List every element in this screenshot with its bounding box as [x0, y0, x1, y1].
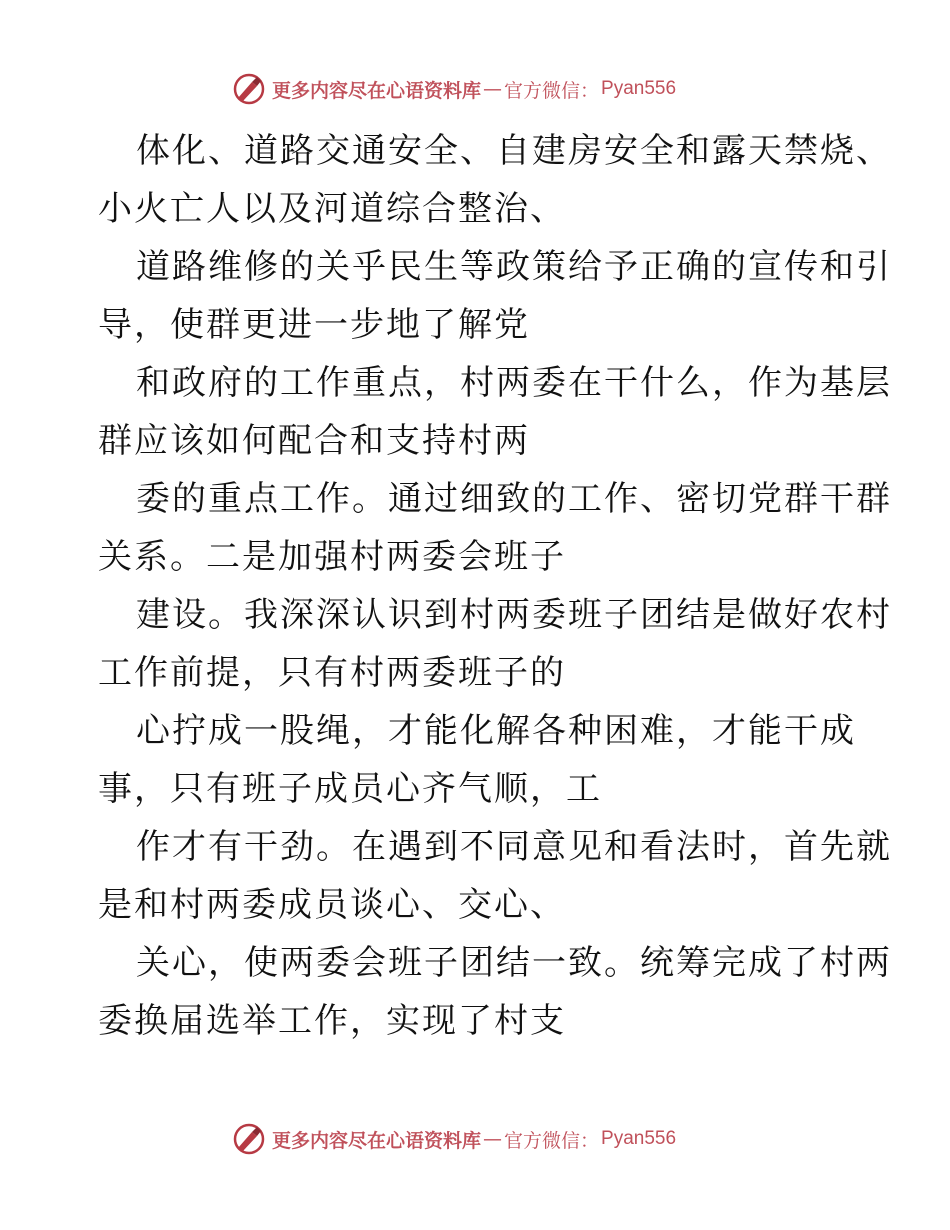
footer-site-text: 更多内容尽在心语资料库: [272, 1129, 482, 1152]
footer-wechat-label: 官方微信：: [504, 1129, 600, 1152]
header-banner: [232, 72, 676, 106]
body-line: 委换届选举工作，实现了村支: [98, 1001, 566, 1041]
body-line: 委的重点工作。通过细致的工作、密切党群干群: [136, 479, 892, 519]
header-dash: —: [483, 78, 503, 100]
pen-logo-icon: [232, 72, 266, 106]
document-body: [98, 122, 892, 1050]
body-line: 工作前提，只有村两委班子的: [98, 653, 566, 693]
header-wechat-id: Pyan556: [601, 78, 677, 99]
body-line: 事，只有班子成员心齐气顺，工: [98, 769, 602, 809]
body-line: 关系。二是加强村两委会班子: [98, 537, 566, 577]
header-site-text: 更多内容尽在心语资料库: [272, 79, 482, 102]
body-line: 关心，使两委会班子团结一致。统筹完成了村两: [136, 943, 892, 983]
body-line: 体化、道路交通安全、自建房安全和露天禁烧、: [136, 131, 892, 171]
footer-banner: [232, 1122, 676, 1156]
header-wechat-label: 官方微信：: [504, 79, 600, 102]
body-line: 作才有干劲。在遇到不同意见和看法时，首先就: [136, 827, 892, 867]
body-line: 建设。我深深认识到村两委班子团结是做好农村: [136, 595, 892, 635]
body-line: 和政府的工作重点，村两委在干什么，作为基层: [136, 363, 892, 403]
body-line: 是和村两委成员谈心、交心、: [98, 885, 566, 925]
footer-dash: —: [483, 1128, 503, 1150]
body-line: 小火亡人以及河道综合整治、: [98, 189, 566, 229]
body-line: 心拧成一股绳，才能化解各种困难，才能干成: [136, 711, 856, 751]
pen-logo-icon: [232, 1122, 266, 1156]
body-line: 群应该如何配合和支持村两: [98, 421, 530, 461]
footer-wechat-id: Pyan556: [601, 1128, 677, 1149]
body-line: 导，使群更进一步地了解党: [98, 305, 530, 345]
body-line: 道路维修的关乎民生等政策给予正确的宣传和引: [136, 247, 892, 287]
